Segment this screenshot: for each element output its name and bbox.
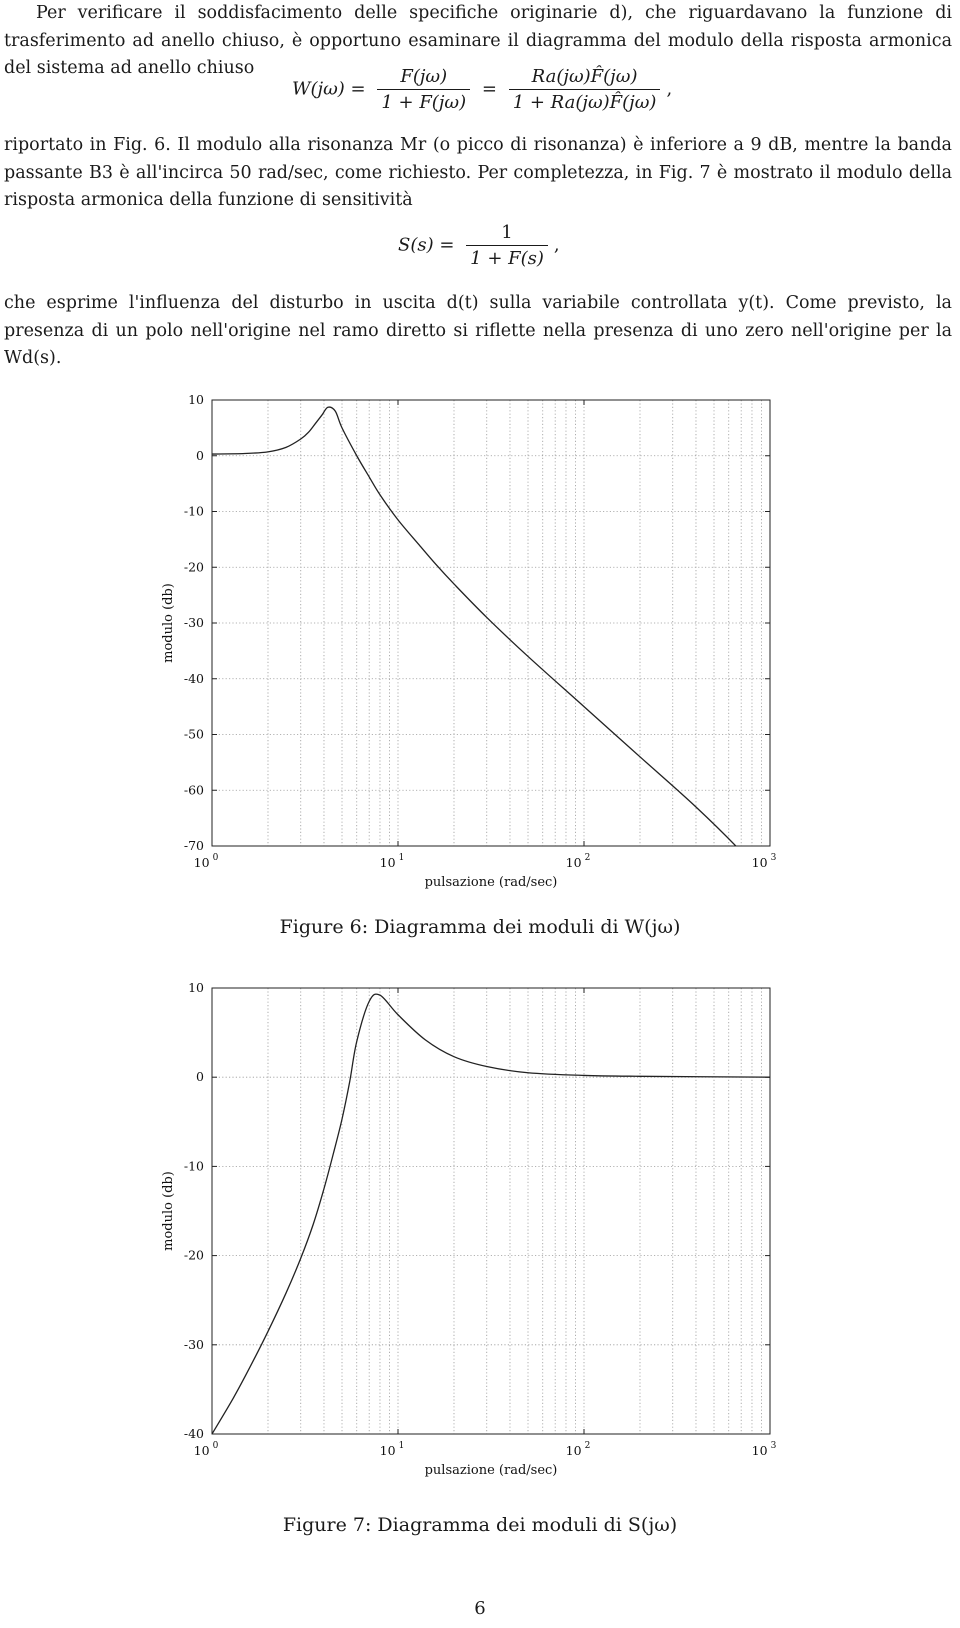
- equation-s-fraction-num: 1: [466, 222, 548, 246]
- fig6-x-tick-label: 10 $^0$: [193, 853, 219, 870]
- fig6-x-tick-label: 10 $^1$: [379, 853, 405, 870]
- fig7-y-tick-label: -10: [183, 1158, 204, 1174]
- fig6-x-tick-label: 10 $^3$: [751, 853, 777, 870]
- fig6-y-tick-label: -60: [183, 782, 204, 798]
- figure-7-chart: [0, 978, 960, 1518]
- paragraph-disturbance: [4, 290, 952, 373]
- fig6-y-tick-label: 10: [188, 392, 204, 407]
- fig7-y-tick-label: -30: [183, 1336, 204, 1352]
- equation-w-fraction-2: [509, 66, 661, 113]
- page-number: 6: [474, 1598, 486, 1619]
- fig6-x-tick-label: 10 $^2$: [565, 853, 591, 870]
- equation-w-fraction-1-den: 1 + F(jω): [381, 92, 467, 113]
- paragraph-intro-text: Per verificare il soddisfacimento delle specifiche originarie d), che riguardavano la funzione di trasferimento ad anello chiuso, è opportuno esaminare il diagramma del modulo della risposta armonica del sistema ad anello chiuso: [4, 3, 952, 78]
- equation-w-fraction-2-den: 1 + Ra(jω)F̂(jω): [512, 92, 657, 113]
- fig6-y-tick-label: -10: [183, 503, 204, 519]
- fig7-y-axis-label: modulo (db): [161, 1171, 176, 1251]
- equation-w-lhs: W(jω) =: [292, 78, 366, 100]
- equation-w-comma: ,: [666, 78, 673, 100]
- equation-w-fraction-1-num: F(jω): [377, 66, 470, 90]
- fig6-y-axis-label: modulo (db): [161, 583, 176, 663]
- equation-s-fraction: [466, 222, 548, 269]
- paragraph-disturbance-text: che esprime l'influenza del disturbo in uscita d(t) sulla variabile controllata y(t). Come previsto, la presenza di un polo nell'origine nel ramo diretto si riflette nella presenza di uno zero nell'origine per la Wd(s).: [4, 293, 952, 368]
- fig7-x-axis-label: pulsazione (rad/sec): [424, 1463, 558, 1478]
- paragraph-resonance: [4, 132, 952, 215]
- fig7-y-tick-label: -40: [183, 1426, 204, 1441]
- fig7-x-tick-label: 10 $^0$: [193, 1441, 219, 1458]
- equation-w-fraction-2-num: Ra(jω)F̂(jω): [509, 66, 661, 90]
- fig7-y-tick-label: 0: [196, 1069, 204, 1085]
- paragraph-resonance-text: riportato in Fig. 6. Il modulo alla risonanza Mr (o picco di risonanza) è inferiore a 9 dB, mentre la banda passante B3 è all'incirca 50 rad/sec, come richiesto. Per completezza, in Fig. 7 è mostrato il modulo della risposta armonica della funzione di sensitività: [4, 135, 952, 210]
- fig7-y-tick-label: -20: [183, 1247, 204, 1263]
- figure-6-caption: Figure 6: Diagramma dei moduli di W(jω): [279, 916, 681, 938]
- fig6-y-tick-label: -40: [183, 670, 204, 686]
- fig7-series-line-0: [212, 994, 770, 1434]
- equation-s-comma: ,: [553, 234, 560, 256]
- equation-s-fraction-den: 1 + F(s): [470, 248, 544, 269]
- fig7-plot-frame: [212, 988, 770, 1434]
- equation-s: [398, 222, 560, 269]
- fig7-x-tick-label: 10 $^1$: [379, 1441, 405, 1458]
- fig6-y-tick-label: -70: [183, 838, 204, 853]
- fig6-series-line-0: [212, 407, 770, 885]
- fig7-x-tick-label: 10 $^2$: [565, 1441, 591, 1458]
- equation-w-fraction-1: [377, 66, 470, 113]
- fig6-y-tick-label: 0: [196, 447, 204, 463]
- fig6-y-tick-label: -30: [183, 615, 204, 630]
- equation-s-lhs: S(s) =: [398, 234, 455, 256]
- fig6-y-tick-label: -50: [183, 726, 204, 742]
- fig6-x-axis-label: pulsazione (rad/sec): [424, 875, 558, 890]
- equation-w: [292, 66, 672, 113]
- figure-6-chart: [0, 390, 960, 930]
- fig7-x-tick-label: 10 $^3$: [751, 1441, 777, 1458]
- fig7-y-tick-label: 10: [188, 980, 204, 995]
- fig6-y-tick-label: -20: [183, 559, 204, 575]
- equation-w-equals: =: [481, 78, 497, 100]
- figure-7-caption: Figure 7: Diagramma dei moduli di S(jω): [282, 1514, 678, 1536]
